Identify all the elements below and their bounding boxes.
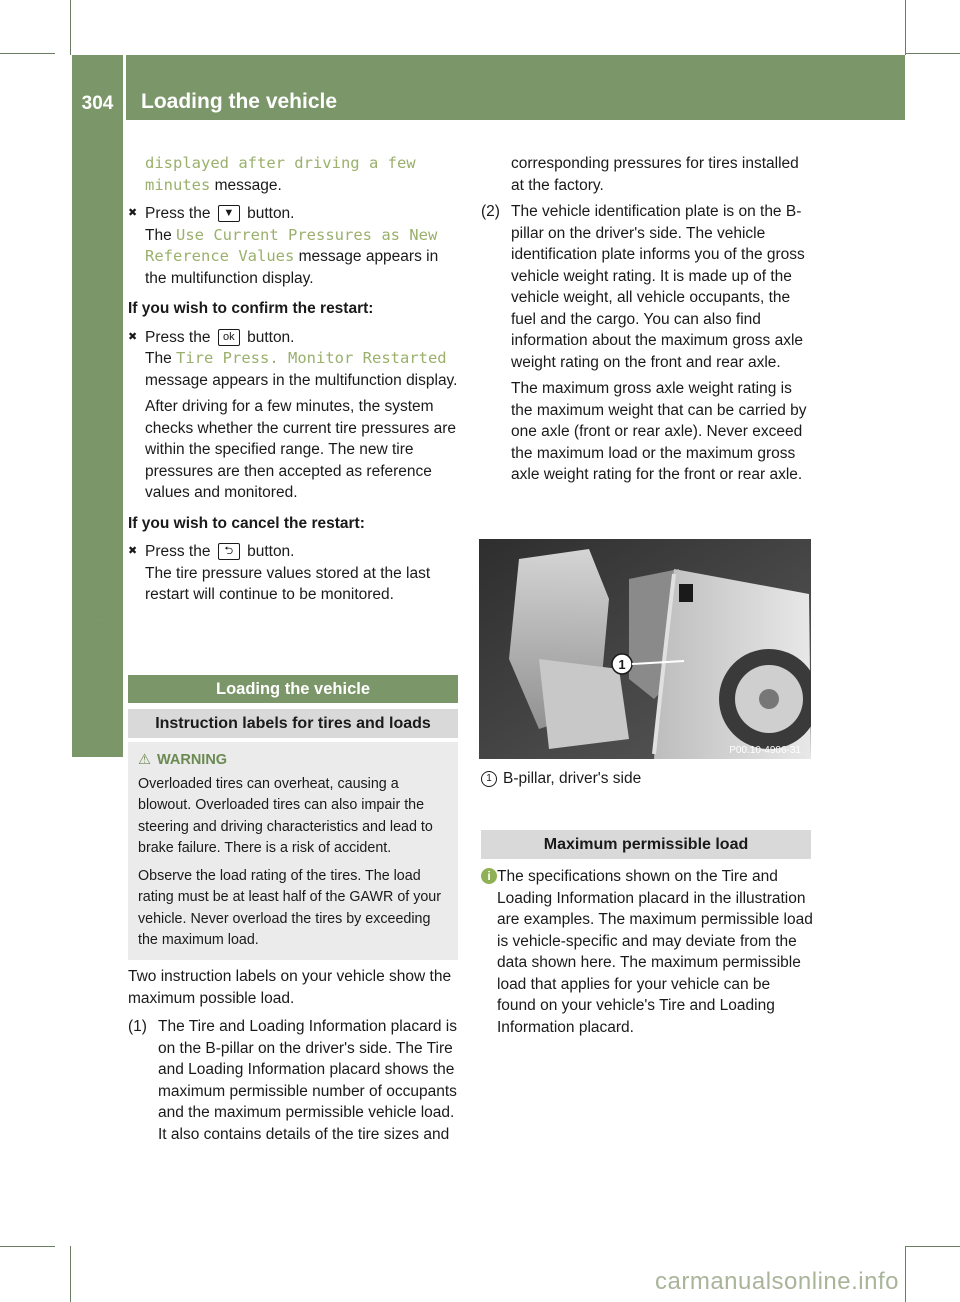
step-text: button. <box>242 543 295 560</box>
info-text: The specifications shown on the Tire and Loading Information placard in the illustration are examples. The maximum permissible load is vehicle-specific and may deviate from the data shown here. The maximum permissible load that applies for your vehicle can be found on your vehicle's Tire and Loading Information placard. <box>497 868 813 1036</box>
display-message: minutes <box>145 175 211 194</box>
section-heading-loading: Loading the vehicle <box>128 675 458 703</box>
crop-mark <box>905 53 960 54</box>
caption-text: B-pillar, driver's side <box>503 770 642 787</box>
warning-text: Overloaded tires can overheat, causing a blowout. Overloaded tires can also impair the steering and driving characteristics and lead to brake failure. There is a risk of accident. <box>138 775 433 856</box>
page-number: 304 <box>81 93 114 114</box>
item-number: (2) <box>481 203 500 220</box>
info-block <box>481 866 813 1038</box>
left-column <box>128 153 460 606</box>
crop-mark <box>905 0 906 55</box>
crop-mark <box>0 1246 55 1247</box>
confirm-heading: If you wish to confirm the restart: <box>128 300 374 317</box>
crop-mark <box>905 1246 906 1302</box>
step-text: message appears in <box>294 248 439 265</box>
crop-mark <box>70 1246 71 1302</box>
item1-continuation: corresponding pressures for tires installed at the factory. <box>511 155 799 194</box>
step-text: Press the <box>145 328 215 346</box>
display-message: Use Current Pressures as New <box>176 225 438 244</box>
numbered-item-2 <box>481 201 813 486</box>
page-title: Loading the vehicle <box>141 90 338 113</box>
step-text: message appears in the multifunction display. <box>145 371 458 389</box>
continuation-text <box>128 153 460 196</box>
step-text: Press the <box>145 543 215 560</box>
ok-key-icon: ok <box>218 329 240 346</box>
item-text: The Tire and Loading Information placard is on the B-pillar on the driver's side. The Tire and Loading Information placard shows the maximum permissible number of occupants and the maximum permissible vehicle load. It also contains details of the tire sizes and <box>158 1018 457 1143</box>
crop-mark <box>70 0 71 55</box>
side-tab-label: Wheels and tires <box>85 582 110 757</box>
right-column <box>481 153 813 486</box>
info-icon: i <box>481 868 497 884</box>
subsection-heading-max-load: Maximum permissible load <box>481 830 811 859</box>
b-pillar-photo <box>479 539 811 759</box>
display-message: Tire Press. Monitor Restarted <box>176 349 447 367</box>
warning-text: Observe the load rating of the tires. The load rating must be at least half of the GAWR of your vehicle. Never overload the tires by exceeding the maximum load. <box>138 867 442 948</box>
step-text: The <box>145 350 177 367</box>
b-pillar-illustration <box>479 539 811 759</box>
step-text: the multifunction display. <box>145 269 314 287</box>
photo-callout-number: 1 <box>618 657 626 672</box>
crop-mark <box>0 53 55 54</box>
step-text: button. <box>242 328 295 346</box>
left-column-bottom <box>128 966 460 1145</box>
display-message: displayed after driving a few <box>145 154 416 172</box>
step-press-ok <box>128 327 460 504</box>
message-suffix: message. <box>210 176 282 194</box>
numbered-item-1 <box>128 1016 460 1145</box>
intro-text: Two instruction labels on your vehicle show the maximum possible load. <box>128 968 452 1007</box>
down-key-icon: ▼ <box>218 205 240 222</box>
step-arrow-icon: ✖ <box>128 330 138 343</box>
step-paragraph: After driving for a few minutes, the system checks whether the current tire pressures are within the specified range. The new tire pressures are then accepted as reference values and monitored. <box>145 398 456 501</box>
item-paragraph: The maximum gross axle weight rating is the maximum weight that can be carried by one axle (front or rear axle). Never exceed the maximum load or the maximum gross axle weight rating for the front or rear axle. <box>511 380 807 483</box>
step-text: The tire pressure values stored at the last restart will continue to be monitored. <box>145 564 431 603</box>
step-text: Press the <box>145 205 215 222</box>
photo-caption <box>481 768 813 790</box>
step-arrow-icon: ✖ <box>128 545 138 557</box>
callout-number-icon: 1 <box>481 771 497 787</box>
header-divider <box>123 55 126 120</box>
warning-triangle-icon: ⚠ <box>138 752 151 768</box>
warning-title <box>138 750 448 772</box>
warning-label: WARNING <box>157 752 228 768</box>
display-message: Reference Values <box>145 247 295 265</box>
back-key-icon: ⮌ <box>218 543 240 560</box>
step-text: button. <box>242 205 295 222</box>
subsection-heading-labels: Instruction labels for tires and loads <box>128 709 458 738</box>
cancel-heading: If you wish to cancel the restart: <box>128 514 365 532</box>
crop-mark <box>905 1246 960 1247</box>
step-press-back <box>128 541 460 606</box>
step-press-down <box>128 203 460 289</box>
item-text: The vehicle identification plate is on the B-pillar on the driver's side. The vehicle identification plate informs you of the gross vehicle weight rating. It is made up of the vehicle weight, all vehicle occupants, the fuel and the cargo. You can also find information about the maximum gross axle weight rating on the front and rear axle. <box>511 203 805 371</box>
watermark: carmanualsonline.info <box>655 1268 899 1295</box>
step-text: The <box>145 226 177 244</box>
warning-box <box>128 742 458 960</box>
item-number: (1) <box>128 1018 147 1035</box>
photo-code: P00.10-4906-31 <box>729 745 801 756</box>
step-arrow-icon: ✖ <box>128 207 138 219</box>
